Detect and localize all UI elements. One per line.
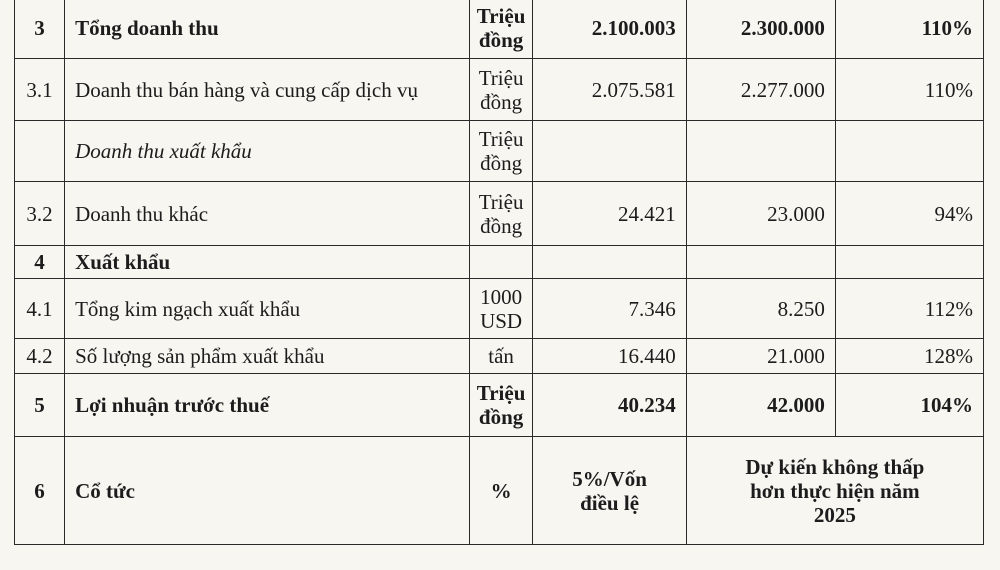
row-number: 4.1 — [15, 279, 65, 339]
row-value-actual: 2.100.003 — [533, 0, 686, 59]
row-number: 3 — [15, 0, 65, 59]
table-row — [15, 437, 984, 545]
table-row — [15, 182, 984, 246]
row-value-actual: 16.440 — [533, 339, 686, 374]
row-value-plan — [686, 246, 835, 279]
row-number: 4.2 — [15, 339, 65, 374]
table-row — [15, 279, 984, 339]
table-row — [15, 121, 984, 182]
row-item: Xuất khẩu — [65, 246, 470, 279]
row-percent: 110% — [835, 0, 983, 59]
row-value-actual: 40.234 — [533, 374, 686, 437]
row-percent — [835, 246, 983, 279]
row-item: Lợi nhuận trước thuế — [65, 374, 470, 437]
row-unit — [469, 246, 533, 279]
plan-table — [14, 0, 984, 545]
row-percent: 128% — [835, 339, 983, 374]
row-number — [15, 121, 65, 182]
row-percent: 110% — [835, 59, 983, 121]
row-value-plan: 23.000 — [686, 182, 835, 246]
row-item: Tổng kim ngạch xuất khẩu — [65, 279, 470, 339]
row-percent: 94% — [835, 182, 983, 246]
row-number: 3.2 — [15, 182, 65, 246]
row-value-actual: 5%/Vốn điều lệ — [533, 437, 686, 545]
row-value-plan: 42.000 — [686, 374, 835, 437]
table-row — [15, 0, 984, 59]
row-value-plan — [686, 121, 835, 182]
row-unit: Triệu đồng — [469, 0, 533, 59]
row-value-plan: 2.300.000 — [686, 0, 835, 59]
row-value-plan: 8.250 — [686, 279, 835, 339]
row-value-plan: 21.000 — [686, 339, 835, 374]
row-percent: 104% — [835, 374, 983, 437]
row-value-plan: 2.277.000 — [686, 59, 835, 121]
row-percent — [835, 121, 983, 182]
row-value-actual: 24.421 — [533, 182, 686, 246]
row-item: Cổ tức — [65, 437, 470, 545]
row-number: 5 — [15, 374, 65, 437]
row-number: 6 — [15, 437, 65, 545]
row-item: Doanh thu bán hàng và cung cấp dịch vụ — [65, 59, 470, 121]
row-unit: % — [469, 437, 533, 545]
row-unit: tấn — [469, 339, 533, 374]
table-row — [15, 374, 984, 437]
row-percent: 112% — [835, 279, 983, 339]
row-number: 3.1 — [15, 59, 65, 121]
row-item: Doanh thu khác — [65, 182, 470, 246]
table-row — [15, 339, 984, 374]
row-value-actual: 7.346 — [533, 279, 686, 339]
row-item: Tổng doanh thu — [65, 0, 470, 59]
row-value-actual — [533, 246, 686, 279]
table-row — [15, 246, 984, 279]
row-unit: Triệu đồng — [469, 182, 533, 246]
row-value-plan-merged: Dự kiến không thấp hơn thực hiện năm 2025 — [686, 437, 983, 545]
row-unit: 1000 USD — [469, 279, 533, 339]
row-unit: Triệu đồng — [469, 59, 533, 121]
row-item: Số lượng sản phẩm xuất khẩu — [65, 339, 470, 374]
row-value-actual: 2.075.581 — [533, 59, 686, 121]
table-row — [15, 59, 984, 121]
row-unit: Triệu đồng — [469, 374, 533, 437]
row-number: 4 — [15, 246, 65, 279]
row-item: Doanh thu xuất khẩu — [65, 121, 470, 182]
row-unit: Triệu đồng — [469, 121, 533, 182]
row-value-actual — [533, 121, 686, 182]
